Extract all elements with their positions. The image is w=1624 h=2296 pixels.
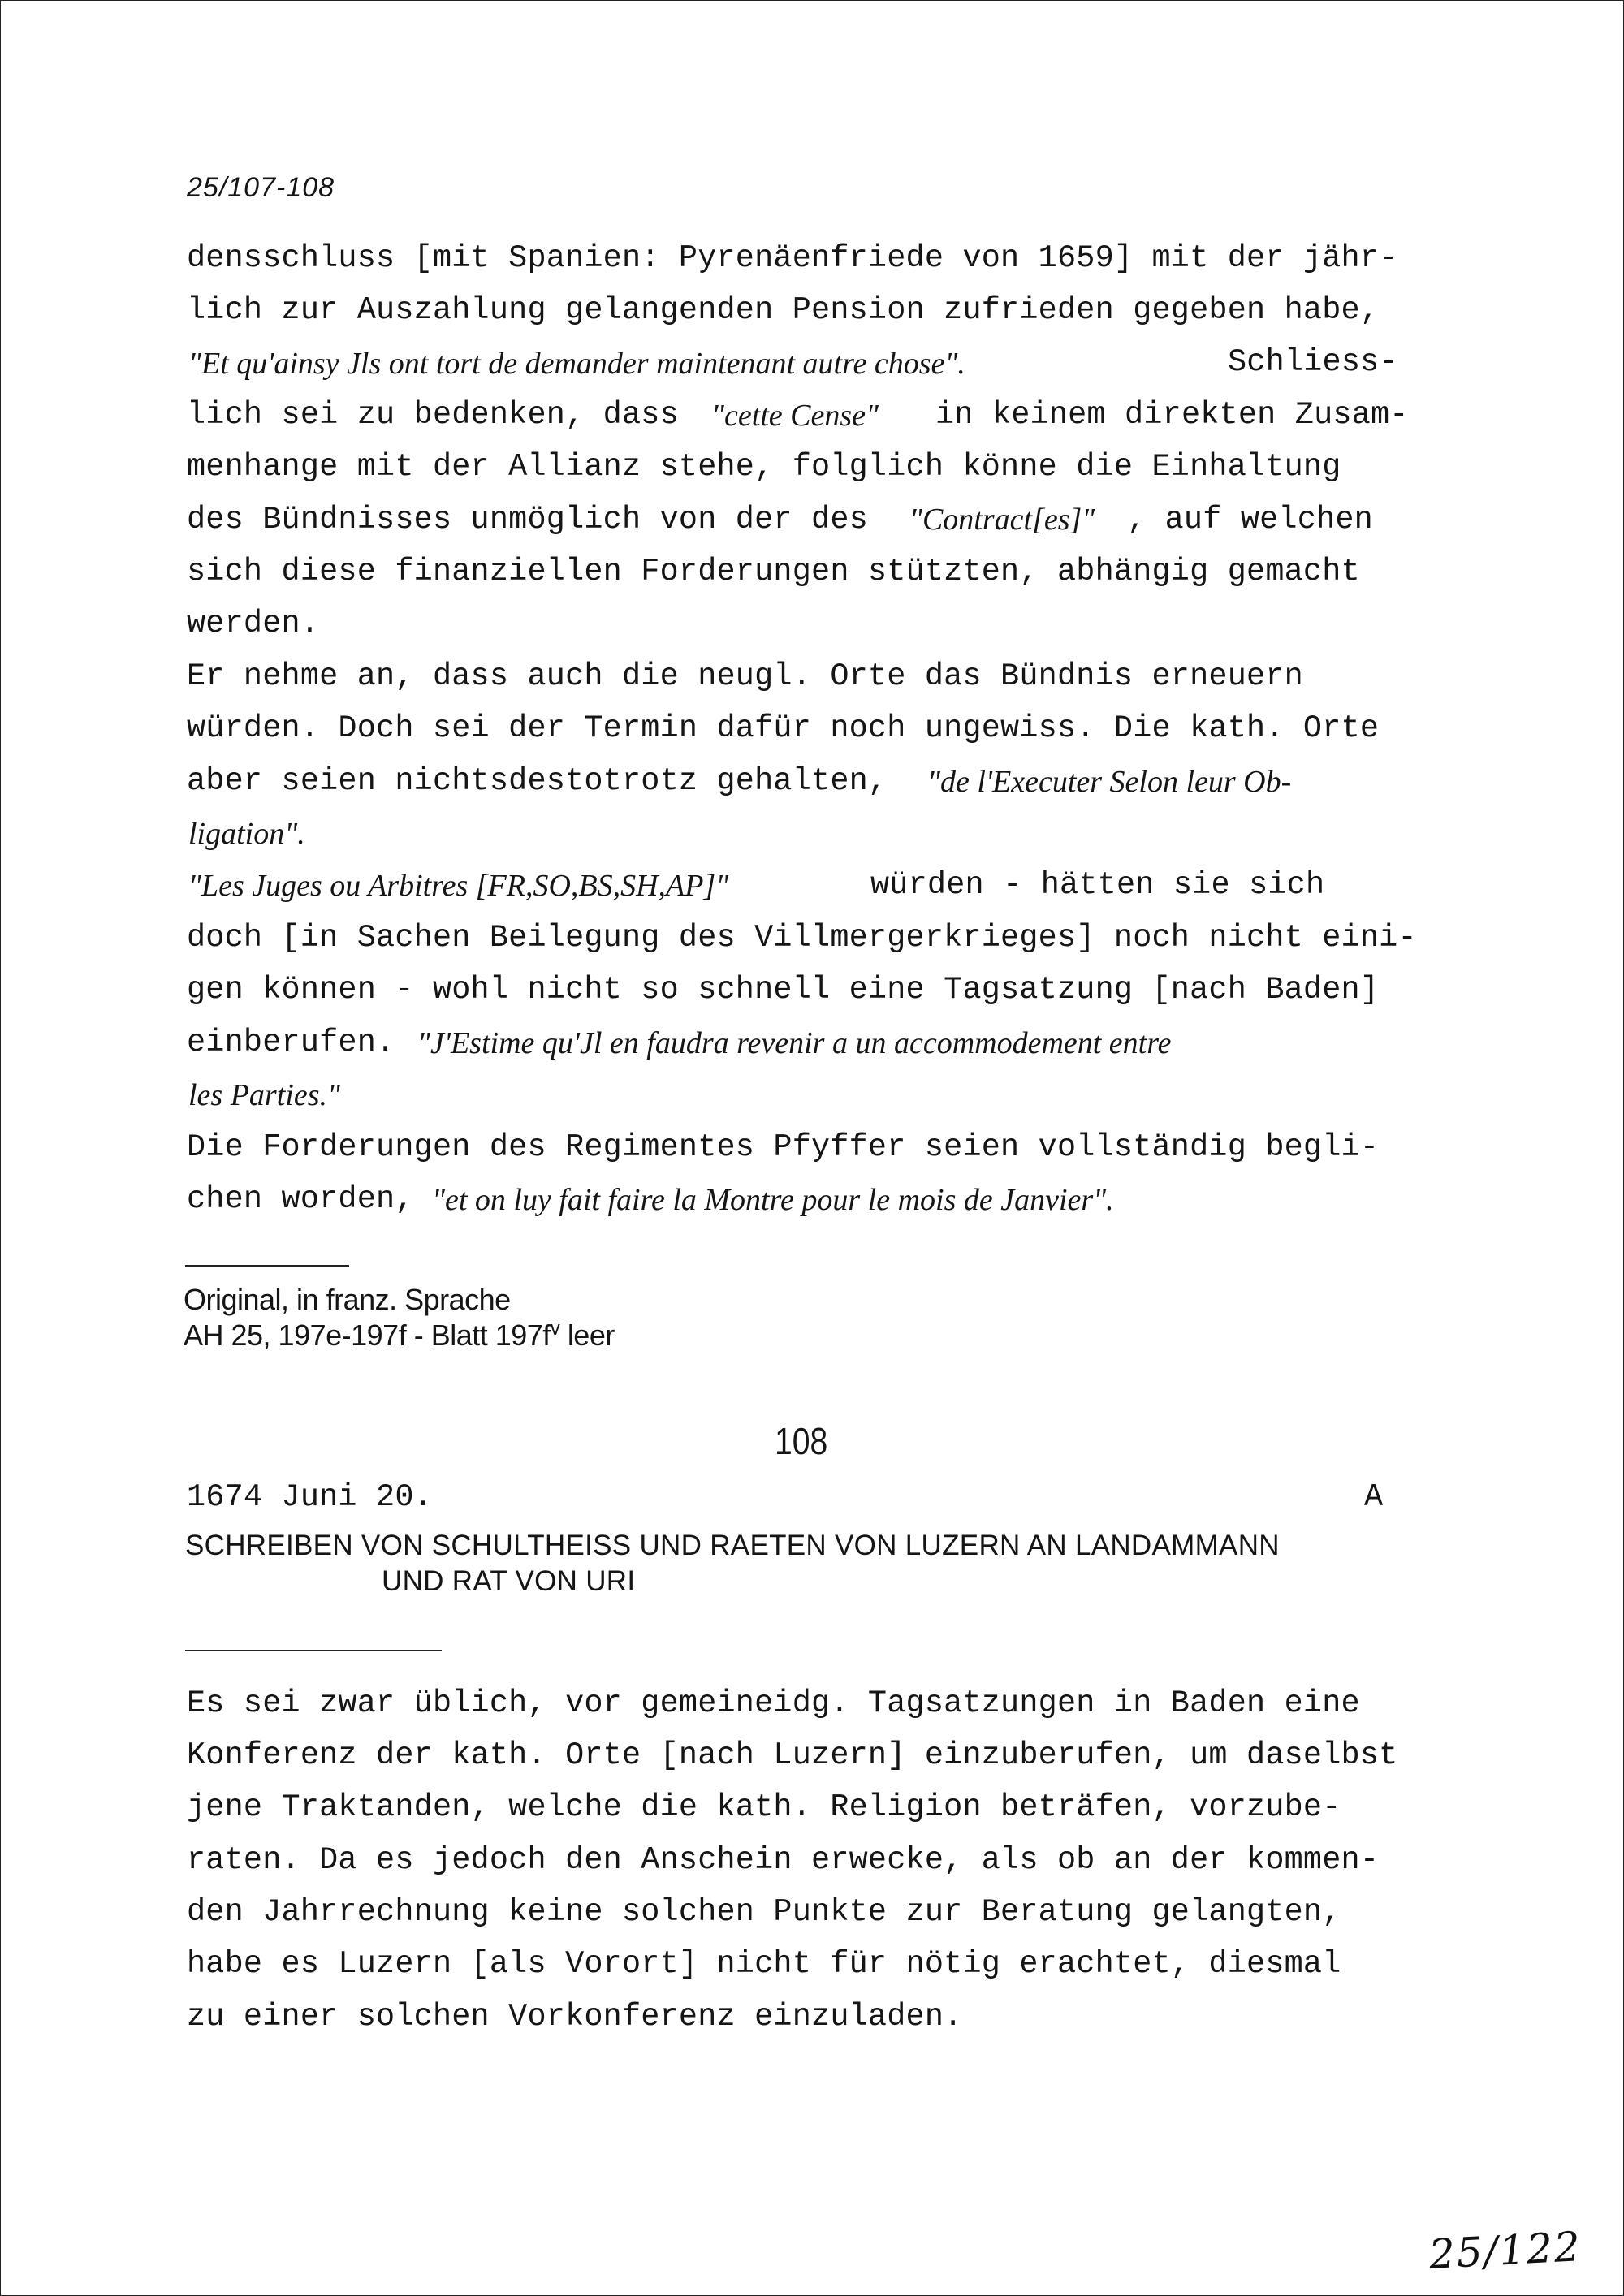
paragraph-1-line-2: lich zur Auszahlung gelangenden Pension zufrieden gegeben habe, bbox=[187, 292, 1380, 328]
footnote-rule bbox=[185, 1265, 349, 1267]
document-number: 108 bbox=[775, 1420, 828, 1462]
paragraph-1-line-4-a: lich sei zu bedenken, dass bbox=[187, 397, 679, 433]
paragraph-2-line-1: Er nehme an, dass auch die neugl. Orte das Bündnis erneuern bbox=[187, 658, 1303, 694]
paragraph-2-line-2: würden. Doch sei der Termin dafür noch ungewiss. Die kath. Orte bbox=[187, 710, 1380, 746]
paragraph-1-line-7: sich diese finanziellen Forderungen stützten, abhängig gemacht bbox=[187, 554, 1360, 589]
paragraph-2-line-4-quote: ligation". bbox=[188, 817, 305, 851]
source-note-line-2 bbox=[184, 1318, 615, 1353]
document-heading-line-2: UND RAT VON URI bbox=[382, 1565, 636, 1597]
paragraph-1-line-5: menhange mit der Allianz stehe, folglich könne die Einhaltung bbox=[187, 449, 1341, 485]
document-date: 1674 Juni 20. bbox=[187, 1479, 433, 1515]
summary-line-4: raten. Da es jedoch den Anschein erwecke, als ob an der kommen- bbox=[187, 1842, 1380, 1878]
summary-line-6: habe es Luzern [als Vorort] nicht für nötig erachtet, diesmal bbox=[187, 1946, 1341, 1982]
source-note-reference: AH 25, 197e-197f - Blatt 197f bbox=[184, 1318, 551, 1352]
paragraph-3-line-5-quote: les Parties." bbox=[188, 1078, 340, 1112]
heading-rule bbox=[185, 1650, 442, 1651]
source-note-verso-mark: v bbox=[550, 1318, 560, 1340]
paragraph-2-line-3-a: aber seien nichtsdestotrotz gehalten, bbox=[187, 763, 888, 799]
paragraph-3-line-4-quote: "J'Estime qu'Jl en faudra revenir a un accommodement entre bbox=[417, 1026, 1172, 1060]
summary-line-1: Es sei zwar üblich, vor gemeineidg. Tagsatzungen in Baden eine bbox=[187, 1685, 1360, 1721]
paragraph-1-line-8: werden. bbox=[187, 606, 320, 641]
paragraph-1-line-3-text: Schliess- bbox=[1228, 344, 1398, 380]
page-reference: 25/107-108 bbox=[187, 172, 335, 203]
paragraph-4-line-2-quote: "et on luy fait faire la Montre pour le mois de Janvier". bbox=[432, 1183, 1114, 1217]
handwritten-folio-number: 25/122 bbox=[1427, 2223, 1583, 2278]
paragraph-1-line-3-quote: "Et qu'ainsy Jls ont tort de demander maintenant autre chose". bbox=[188, 347, 965, 381]
document-heading-line-1: SCHREIBEN VON SCHULTHEISS UND RAETEN VON LUZERN AN LANDAMMANN bbox=[185, 1530, 1280, 1561]
paragraph-3-line-1-quote: "Les Juges ou Arbitres [FR,SO,BS,SH,AP]" bbox=[188, 869, 729, 903]
paragraph-1-line-6-b: , auf welchen bbox=[1127, 502, 1373, 537]
summary-line-3: jene Traktanden, welche die kath. Religion beträfen, vorzube- bbox=[187, 1789, 1341, 1825]
summary-line-7: zu einer solchen Vorkonferenz einzuladen. bbox=[187, 1999, 963, 2035]
paragraph-3-line-4-a: einberufen. bbox=[187, 1025, 395, 1060]
paragraph-4-line-2-a: chen worden, bbox=[187, 1181, 414, 1217]
paragraph-1-line-4-quote: "cette Cense" bbox=[711, 399, 879, 433]
paragraph-3-line-3: gen können - wohl nicht so schnell eine Tagsatzung [nach Baden] bbox=[187, 972, 1380, 1008]
paragraph-3-line-2: doch [in Sachen Beilegung des Villmergerkrieges] noch nicht eini- bbox=[187, 920, 1417, 956]
paragraph-4-line-1: Die Forderungen des Regimentes Pfyffer seien vollständig begli- bbox=[187, 1129, 1380, 1165]
summary-line-2: Konferenz der kath. Orte [nach Luzern] einzuberufen, um daselbst bbox=[187, 1737, 1398, 1773]
paragraph-3-line-1-b: würden - hätten sie sich bbox=[870, 867, 1325, 903]
paragraph-2-line-3-quote: "de l'Executer Selon leur Ob- bbox=[927, 765, 1292, 799]
paragraph-1-line-4-b: in keinem direkten Zusam- bbox=[935, 397, 1409, 433]
paragraph-1-line-6-quote: "Contract[es]" bbox=[909, 503, 1095, 537]
paragraph-1-line-6-a: des Bündnisses unmöglich von der des bbox=[187, 502, 868, 537]
source-note-line-1: Original, in franz. Sprache bbox=[184, 1283, 511, 1316]
source-note-empty: leer bbox=[567, 1318, 615, 1352]
document-type-letter: A bbox=[1364, 1479, 1384, 1515]
paragraph-1-line-1: densschluss [mit Spanien: Pyrenäenfriede von 1659] mit der jähr- bbox=[187, 240, 1398, 276]
summary-line-5: den Jahrrechnung keine solchen Punkte zur Beratung gelangten, bbox=[187, 1894, 1341, 1930]
